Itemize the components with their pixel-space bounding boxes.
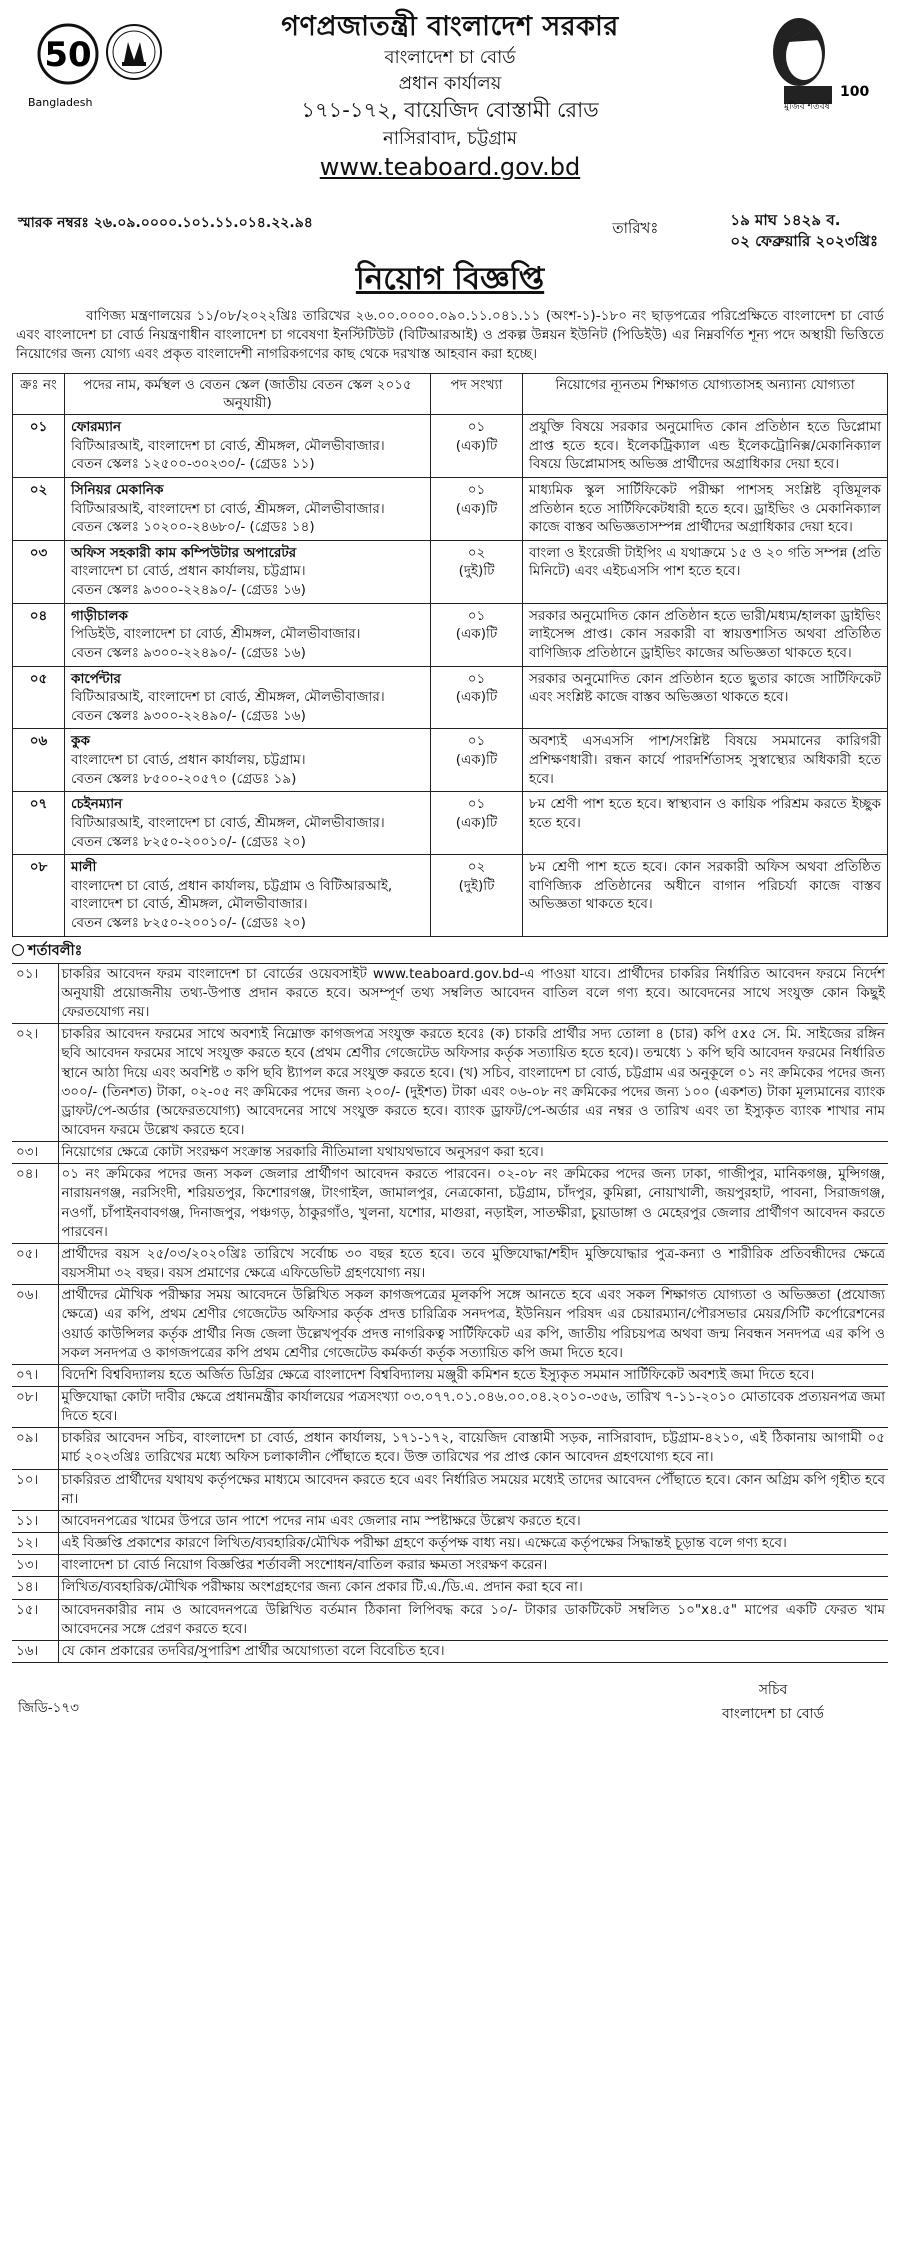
condition-text: নিয়োগের ক্ষেত্রে কোটা সংরক্ষণ সংক্রান্ত সরকারি নীতিমালা যথাযথভাবে অনুসরণ করা হবে। xyxy=(61,1144,544,1161)
table-row xyxy=(13,729,888,792)
condition-text: চাকরির আবেদন ফরম বাংলাদেশ চা বোর্ডের ওয়েবসাইট www.teaboard.gov.bd-এ পাওয়া যাবে। প্রার্থীদের চাকরির নির্ধারিত আবেদন ফরমে নির্দেশ অনুযায়ী প্রয়োজনীয় তথ্য-উপাত্ত প্রদান করতে হবে। অসম্পূর্ণ তথ্য সম্বলিত আবেদন বাতিল বলে গণ্য হবে। আবেদনের সাথে সংযুক্ত কোন কিছুই ফেরতযোগ্য নয়। xyxy=(61,965,885,1021)
table-row xyxy=(13,855,888,937)
condition-item xyxy=(12,1364,888,1386)
table-row xyxy=(13,666,888,729)
condition-item xyxy=(12,1024,888,1142)
svg-text:50: 50 xyxy=(44,35,92,75)
row-qualification: বাংলা ও ইংরেজী টাইপিং এ যথাক্রমে ১৫ ও ২০ গতি সম্পন্ন (প্রতি মিনিটে) এবং এইচএসসি পাশ হতে হবে। xyxy=(523,540,888,603)
condition-number: ০২। xyxy=(12,1024,58,1142)
condition-item xyxy=(12,1164,888,1244)
row-qualification: ৮ম শ্রেণী পাশ হতে হবে। কোন সরকারী অফিস অথবা প্রতিষ্ঠিত বাণিজ্যিক প্রতিষ্ঠানের অধীনে বাগান পরিচর্যা কাজে বাস্তব অভিজ্ঞতা থাকতে হবে। xyxy=(523,855,888,937)
post-name: অফিস সহকারী কাম কম্পিউটার অপারেটর xyxy=(71,544,297,561)
condition-text: আবেদনকারীর নাম ও আবেদনপত্রে উল্লিখিত বর্তমান ঠিকানা লিপিবদ্ধ করে ১০/- টাকার ডাকটিকেট সম্বলিত ১০"x৪.৫" মাপের একটি ফেরত খাম আবেদনের সঙ্গে প্রেরণ করতে হবে। xyxy=(61,1601,885,1637)
notice-footer xyxy=(12,1663,888,1743)
post-workplace: বিটিআরআই, বাংলাদেশ চা বোর্ড, শ্রীমঙ্গল, মৌলভীবাজার। xyxy=(71,437,385,454)
table-row xyxy=(13,415,888,478)
row-serial: ০৭ xyxy=(13,792,65,855)
circle-bullet-icon xyxy=(12,944,24,956)
bangladesh-50-and-tea-board-logo xyxy=(16,14,166,124)
signature-block: সচিব বাংলাদেশ চা বোর্ড xyxy=(722,1682,824,1722)
row-qualification: সরকার অনুমোদিত কোন প্রতিষ্ঠান হতে ছুতার কাজে সার্টিফিকেট এবং সংশ্লিষ্ট কাজে বাস্তব অভিজ্ঞতা থাকতে হবে। xyxy=(523,666,888,729)
condition-item xyxy=(12,1285,888,1365)
publication-code: জিডি-১৭৩ xyxy=(18,1700,79,1717)
condition-item xyxy=(12,1469,888,1510)
post-workplace: বাংলাদেশ চা বোর্ড, প্রধান কার্যালয়, চট্টগ্রাম ও বিটিআরআই, বাংলাদেশ চা বোর্ড, শ্রীমঙ্গল, মৌলভীবাজার। xyxy=(71,877,393,913)
row-serial: ০৫ xyxy=(13,666,65,729)
conditions-heading: শর্তাবলীঃ xyxy=(12,941,888,961)
row-post xyxy=(65,666,431,729)
row-post xyxy=(65,540,431,603)
row-quantity: ০১ (এক)টি xyxy=(431,792,523,855)
post-workplace: বাংলাদেশ চা বোর্ড, প্রধান কার্যালয়, চট্টগ্রাম। xyxy=(71,563,306,580)
condition-text: লিখিত/ব্যবহারিক/মৌখিক পরীক্ষায় অংশগ্রহণের জন্য কোন প্রকার টি.এ./ডি.এ. প্রদান করা হবে না। xyxy=(61,1579,583,1596)
post-name: ফোরম্যান xyxy=(71,419,122,436)
table-row xyxy=(13,603,888,666)
condition-text: এই বিজ্ঞপ্তি প্রকাশের কারণে লিখিত/ব্যবহারিক/মৌখিক পরীক্ষা গ্রহণে কর্তৃপক্ষ বাধ্য নয়। এক্ষেত্রে কর্তৃপক্ষের সিদ্ধান্তই চূড়ান্ত বলে গণ্য হবে। xyxy=(61,1535,787,1552)
row-quantity: ০১ (এক)টি xyxy=(431,603,523,666)
row-qualification: সরকার অনুমোদিত কোন প্রতিষ্ঠান হতে ভারী/মধ্যম/হালকা ড্রাইভিং লাইসেন্স প্রাপ্ত। কোন সরকারী বা স্বায়ত্তশাসিত অথবা প্রতিষ্ঠিত বাণিজ্যিক প্রতিষ্ঠানে ড্রাইভিং কাজের অভিজ্ঞতা থাকতে হবে। xyxy=(523,603,888,666)
post-pay-scale: বেতন স্কেলঃ ৮২৫০-২০০১০/- (গ্রেডঃ ২০) xyxy=(71,833,306,850)
condition-number: ০৪। xyxy=(12,1164,58,1244)
table-header-row xyxy=(13,373,888,414)
conditions-table xyxy=(12,963,888,1663)
svg-text:Bangladesh: Bangladesh xyxy=(28,96,93,109)
condition-number: ১৫। xyxy=(12,1599,58,1640)
post-name: সিনিয়র মেকানিক xyxy=(71,481,164,498)
row-serial: ০৩ xyxy=(13,540,65,603)
row-quantity: ০২ (দুই)টি xyxy=(431,855,523,937)
row-quantity: ০২ (দুই)টি xyxy=(431,540,523,603)
row-qualification: প্রযুক্তি বিষয়ে সরকার অনুমোদিত কোন প্রতিষ্ঠান হতে ডিপ্লোমা প্রাপ্ত হতে হবে। ইলেকট্রিক্যাল এন্ড ইলেকট্রোনিক্স/মেকানিক্যাল বিষয়ে ডিপ্লোমাসহ অভিজ্ঞ প্রার্থীদের অগ্রাধিকার দেয়া হবে। xyxy=(523,415,888,478)
row-post xyxy=(65,855,431,937)
header-quantity: পদ সংখ্যা xyxy=(431,373,523,414)
table-row xyxy=(13,540,888,603)
header-serial: ক্রঃ নং xyxy=(13,373,65,414)
condition-text: চাকরির আবেদন ফরমের সাথে অবশ্যই নিম্নোক্ত কাগজপত্র সংযুক্ত করতে হবেঃ (ক) চাকরি প্রার্থীর সদ্য তোলা ৪ (চার) কপি ৫x৫ সে. মি. সাইজের রঙ্গিন ছবি আবেদন ফরমের সাথে সংযুক্ত করতে হবে (প্রথম শ্রেণীর গেজেটেড অফিসার কর্তৃক সত্যায়িত হতে হবে)। তন্মধ্যে ১ কপি ছবি আবেদন ফরমের নির্ধারিত স্থানে আঠা দিয়ে এবং অবশিষ্ট ৩ কপি ছবি ষ্ট্যাপল করে সংযুক্ত করতে হবে। (খ) সচিব, বাংলাদেশ চা বোর্ড, চট্টগ্রাম এর অনুকূলে ০১ নং ক্রমিকের পদের জন্য ৩০০/- (তিনশত) টাকা, ০২-০৫ নং ক্রমিকের পদের জন্য ২০০/- (দুইশত) টাকা এবং ০৬-০৮ নং ক্রমিকের পদের জন্য ১০০ (একশত) টাকা মূল্যমানের ব্যাংক ড্রাফট/পে-অর্ডার (অফেরতযোগ্য) আবেদনের সাথে সংযুক্ত করতে হবে। ব্যাংক ড্রাফট/পে-অর্ডার এর নম্বর ও তারিখ এবং তা ইস্যুকৃত ব্যাংক শাখার নাম আবেদন ফরমে উল্লেখ করতে হবে। xyxy=(61,1026,885,1138)
government-title: গণপ্রজাতন্ত্রী বাংলাদেশ সরকার xyxy=(281,11,619,42)
condition-number: ১২। xyxy=(12,1533,58,1555)
condition-text: প্রার্থীদের বয়স ২৫/০৩/২০২০খ্রিঃ তারিখে সর্বোচ্চ ৩০ বছর হতে হবে। তবে মুক্তিযোদ্ধা/শহীদ মুক্তিযোদ্ধার পুত্র-কন্যা ও শারীরিক প্রতিবন্ধীদের ক্ষেত্রে বয়সসীমা ৩২ বছর। বয়স প্রমাণের ক্ষেত্রে এফিডেভিট গ্রহণযোগ্য নয়। xyxy=(61,1245,885,1282)
address-line-1: ১৭১-১৭২, বায়েজিদ বোস্তামী রোড xyxy=(301,98,599,123)
condition-number: ১৪। xyxy=(12,1577,58,1599)
header-qualification: নিয়োগের ন্যূনতম শিক্ষাগত যোগ্যতাসহ অন্যান্য যোগ্যতা xyxy=(523,373,888,414)
row-post xyxy=(65,729,431,792)
condition-item xyxy=(12,1640,888,1662)
condition-item xyxy=(12,1577,888,1599)
condition-item xyxy=(12,963,888,1023)
svg-text:মুজিব শতবর্ষ: মুজিব শতবর্ষ xyxy=(784,102,830,112)
row-post xyxy=(65,603,431,666)
row-post xyxy=(65,477,431,540)
row-qualification: অবশ্যই এসএসসি পাশ/সংশ্লিষ্ট বিষয়ে সমমানের কারিগরী প্রশিক্ষণধারী। রন্ধন কার্যে পারদর্শিতাসহ সুস্বাস্থ্যের অধিকারী হতে হবে। xyxy=(523,729,888,792)
post-workplace: বিটিআরআই, বাংলাদেশ চা বোর্ড, শ্রীমঙ্গল, মৌলভীবাজার। xyxy=(71,814,385,831)
post-pay-scale: বেতন স্কেলঃ ৮২৫০-২০০১০/- (গ্রেডঃ ২০) xyxy=(71,915,306,932)
condition-item xyxy=(12,1428,888,1469)
post-workplace: বাংলাদেশ চা বোর্ড, প্রধান কার্যালয়, চট্টগ্রাম। xyxy=(71,752,306,769)
table-row xyxy=(13,477,888,540)
post-workplace: পিডিইউ, বাংলাদেশ চা বোর্ড, শ্রীমঙ্গল, মৌলভীবাজার। xyxy=(71,626,361,643)
condition-text: মুক্তিযোদ্ধা কোটা দাবীর ক্ষেত্রে প্রধানমন্ত্রীর কার্যালয়ের পত্রসংখ্যা ০৩.০৭৭.০১.০৪৬.০০.০৪.২০১০-৩৫৬, তারিখ ৭-১১-২০১০ মোতাবেক প্রত্যয়নপত্র জমা দিতে হবে। xyxy=(61,1389,885,1425)
post-pay-scale: বেতন স্কেলঃ ১০২০০-২৪৬৮০/- (গ্রেডঃ ১৪) xyxy=(71,519,315,536)
condition-number: ১৩। xyxy=(12,1555,58,1577)
row-quantity: ০১ (এক)টি xyxy=(431,477,523,540)
post-pay-scale: বেতন স্কেলঃ ৮৫০০-২০৫৭০ (গ্রেডঃ ১৯) xyxy=(71,770,297,787)
condition-text: ০১ নং ক্রমিকের পদের জন্য সকল জেলার প্রার্থীগণ আবেদন করতে পারবেন। ০২-০৮ নং ক্রমিকের পদের জন্য ঢাকা, গাজীপুর, মানিকগঞ্জ, মুন্সিগঞ্জ, নারায়নগঞ্জ, নরসিংদী, শরিয়তপুর, কিশোরগঞ্জ, টাংগাইল, জামালপুর, নেত্রকোনা, চট্টগ্রাম, চাঁদপুর, কুমিল্লা, নোয়াখালী, জয়পুরহাট, পাবনা, সিরাজগঞ্জ, নওগাঁ, চাঁপাইনবাবগঞ্জ, দিনাজপুর, পঞ্চগড়, ঠাকুরগাঁও, খুলনা, যশোর, মাগুরা, নড়াইল, সাতক্ষীরা, চুয়াডাঙ্গা ও মেহেরপুর জেলার প্রার্থীগণ আবেদন করতে পারবেন। xyxy=(61,1166,885,1240)
post-name: চেইনম্যান xyxy=(71,796,123,813)
organization-name: বাংলাদেশ চা বোর্ড xyxy=(384,47,516,69)
condition-number: ০৩। xyxy=(12,1142,58,1164)
condition-number: ০৮। xyxy=(12,1387,58,1428)
row-serial: ০৮ xyxy=(13,855,65,937)
condition-item xyxy=(12,1387,888,1428)
svg-text:100: 100 xyxy=(840,84,870,100)
post-pay-scale: বেতন স্কেলঃ ৯৩০০-২২৪৯০/- (গ্রেডঃ ১৬) xyxy=(71,644,306,661)
condition-text: যে কোন প্রকারের তদবির/সুপারিশ প্রার্থীর অযোগ্যতা বলে বিবেচিত হবে। xyxy=(61,1642,445,1659)
post-name: কুক xyxy=(71,733,90,750)
row-qualification: ৮ম শ্রেণী পাশ হতে হবে। স্বাস্থ্যবান ও কায়িক পরিশ্রম করতে ইচ্ছুক হতে হবে। xyxy=(523,792,888,855)
notice-date: তারিখঃ ১৯ মাঘ ১৪২৯ ব. ০২ ফেব্রুয়ারি ২০২৩খ্রিঃ xyxy=(612,211,878,250)
notice-title: নিয়োগ বিজ্ঞপ্তি xyxy=(355,261,545,297)
condition-text: প্রার্থীদের মৌখিক পরীক্ষার সময় আবেদনে উল্লিখিত সকল কাগজপত্রের মূলকপি সঙ্গে আনতে হবে এবং সকল শিক্ষাগত যোগ্যতা ও অভিজ্ঞতা (প্রযোজ্য ক্ষেত্রে) এর কপি, প্রথম শ্রেণীর গেজেটেড অফিসার কর্তৃক প্রদত্ত চারিত্রিক সনদপত্র, ইউনিয়ন পরিষদ এর চেয়ারম্যান/পৌরসভার মেয়র/সিটি কর্পোরেশনের ওয়ার্ড কাউন্সিলর কর্তৃক প্রার্থীর নিজ জেলা উল্লেখপূর্বক প্রদত্ত নাগরিকত্ব সার্টিফিকেট এর কপি, জাতীয় পরিচয়পত্র অথবা জন্ম নিবন্ধন সনদপত্র এর কপি ও সকল সনদপত্র ও কাগজপত্রের কপি প্রথম শ্রেণীর গেজেটেড কর্মকর্তা কর্তৃক সত্যায়িত কপি জমা দিতে হবে। xyxy=(61,1287,885,1361)
condition-item xyxy=(12,1142,888,1164)
intro-paragraph: বাণিজ্য মন্ত্রণালয়ের ১১/০৮/২০২২খ্রিঃ তারিখের ২৬.০০.০০০০.০৯০.১১.০৪১.১১ (অংশ-১)-১৮০ নং ছাড়পত্রের পরিপ্রেক্ষিতে বাংলাদেশ চা বোর্ড এবং বাংলাদেশ চা বোর্ড নিয়ন্ত্রণাধীন বাংলাদেশ চা গবেষণা ইনস্টিটিউট (বিটিআরআই) ও প্রকল্প উন্নয়ন ইউনিট (পিডিইউ) এর নিম্নবর্ণিত শূন্য পদে অস্থায়ী ভিত্তিতে নিয়োগের জন্য যোগ্য এবং প্রকৃত বাংলাদেশী নাগরিকগণের কাছ থেকে দরখাস্ত আহবান করা হচ্ছে। xyxy=(16,307,884,363)
post-name: মালী xyxy=(71,859,97,876)
condition-text: চাকরিরত প্রার্থীদের যথাযথ কর্তৃপক্ষের মাধ্যমে আবেদন করতে হবে এবং নির্ধারিত সময়ের মধ্যেই তাদের আবেদন পৌঁছাতে হবে। কোন অগ্রিম কপি গৃহীত হবে না। xyxy=(61,1471,885,1507)
office-name: প্রধান কার্যালয় xyxy=(398,72,502,94)
row-serial: ০২ xyxy=(13,477,65,540)
condition-item xyxy=(12,1555,888,1577)
address-line-2: নাসিরাবাদ, চট্টগ্রাম xyxy=(382,128,518,150)
row-quantity: ০১ (এক)টি xyxy=(431,666,523,729)
post-name: কার্পেন্টার xyxy=(71,670,121,687)
mujib-borsho-logo xyxy=(744,12,884,112)
condition-item xyxy=(12,1510,888,1532)
post-workplace: বিটিআরআই, বাংলাদেশ চা বোর্ড, শ্রীমঙ্গল, মৌলভীবাজার। xyxy=(71,500,385,517)
row-quantity: ০১ (এক)টি xyxy=(431,415,523,478)
condition-text: আবেদনপত্রের খামের উপরে ডান পাশে পদের নাম এবং জেলার নাম স্পষ্টাক্ষরে উল্লেখ করতে হবে। xyxy=(61,1512,581,1529)
post-workplace: বিটিআরআই, বাংলাদেশ চা বোর্ড, শ্রীমঙ্গল, মৌলভীবাজার। xyxy=(71,689,385,706)
row-quantity: ০১ (এক)টি xyxy=(431,729,523,792)
notice-header xyxy=(12,6,888,252)
post-pay-scale: বেতন স্কেলঃ ১২৫০০-৩০২৩০/- (গ্রেডঃ ১১) xyxy=(71,456,315,473)
post-pay-scale: বেতন স্কেলঃ ৯৩০০-২২৪৯০/- (গ্রেডঃ ১৬) xyxy=(71,707,306,724)
table-row xyxy=(13,792,888,855)
row-qualification: মাধ্যমিক স্কুল সার্টিফিকেট পরীক্ষা পাশসহ সংশ্লিষ্ট বৃত্তিমূলক প্রতিষ্ঠান হতে সার্টিফিকেটধারী হতে হবে। ড্রাইভিং ও মেকানিক্যাল কাজে বাস্তব অভিজ্ঞতাসম্পন্ন প্রার্থীদের অগ্রাধিকার দেয়া হবে। xyxy=(523,477,888,540)
post-name: গাড়ীচালক xyxy=(71,607,128,624)
condition-number: ০৭। xyxy=(12,1364,58,1386)
condition-text: বিদেশি বিশ্ববিদ্যালয় হতে অর্জিত ডিগ্রির ক্ষেত্রে বাংলাদেশ বিশ্ববিদ্যালয় মঞ্জুরী কমিশন হতে ইস্যুকৃত সমমান সার্টিফিকেট অবশ্যই জমা দিতে হবে। xyxy=(61,1366,815,1383)
condition-item xyxy=(12,1533,888,1555)
post-pay-scale: বেতন স্কেলঃ ৯৩০০-২২৪৯০/- (গ্রেডঃ ১৬) xyxy=(71,582,306,599)
row-serial: ০৬ xyxy=(13,729,65,792)
condition-text: বাংলাদেশ চা বোর্ড নিয়োগ বিজ্ঞপ্তির শর্তাবলী সংশোধন/বাতিল করার ক্ষমতা সংরক্ষণ করেন। xyxy=(61,1557,548,1574)
posts-table xyxy=(12,373,888,937)
condition-number: ০৯। xyxy=(12,1428,58,1469)
condition-number: ১৬। xyxy=(12,1640,58,1662)
condition-item xyxy=(12,1243,888,1284)
condition-item xyxy=(12,1599,888,1640)
condition-number: ০৬। xyxy=(12,1285,58,1365)
condition-text: চাকরির আবেদন সচিব, বাংলাদেশ চা বোর্ড, প্রধান কার্যালয়, ১৭১-১৭২, বায়েজিদ বোস্তামী সড়ক, নাসিরাবাদ, চট্টগ্রাম-৪২১০, এই ঠিকানায় আগামী ০৫ মার্চ ২০২৩খ্রিঃ তারিখের মধ্যে অফিস চলাকালীন পৌঁছাতে হবে। উক্ত তারিখের পর প্রাপ্ত কোন আবেদন গ্রহণযোগ্য হবে না। xyxy=(61,1430,885,1466)
row-post xyxy=(65,792,431,855)
row-serial: ০৪ xyxy=(13,603,65,666)
row-serial: ০১ xyxy=(13,415,65,478)
condition-number: ১০। xyxy=(12,1469,58,1510)
header-post: পদের নাম, কর্মস্থল ও বেতন স্কেল (জাতীয় বেতন স্কেল ২০১৫ অনুযায়ী) xyxy=(65,373,431,414)
row-post xyxy=(65,415,431,478)
memo-number: স্মারক নম্বরঃ ২৬.০৯.০০০০.১০১.১১.০১৪.২২.৯৪ xyxy=(18,215,313,231)
condition-number: ১১। xyxy=(12,1510,58,1532)
website-link[interactable]: www.teaboard.gov.bd xyxy=(319,152,581,181)
condition-number: ০১। xyxy=(12,963,58,1023)
condition-number: ০৫। xyxy=(12,1243,58,1284)
